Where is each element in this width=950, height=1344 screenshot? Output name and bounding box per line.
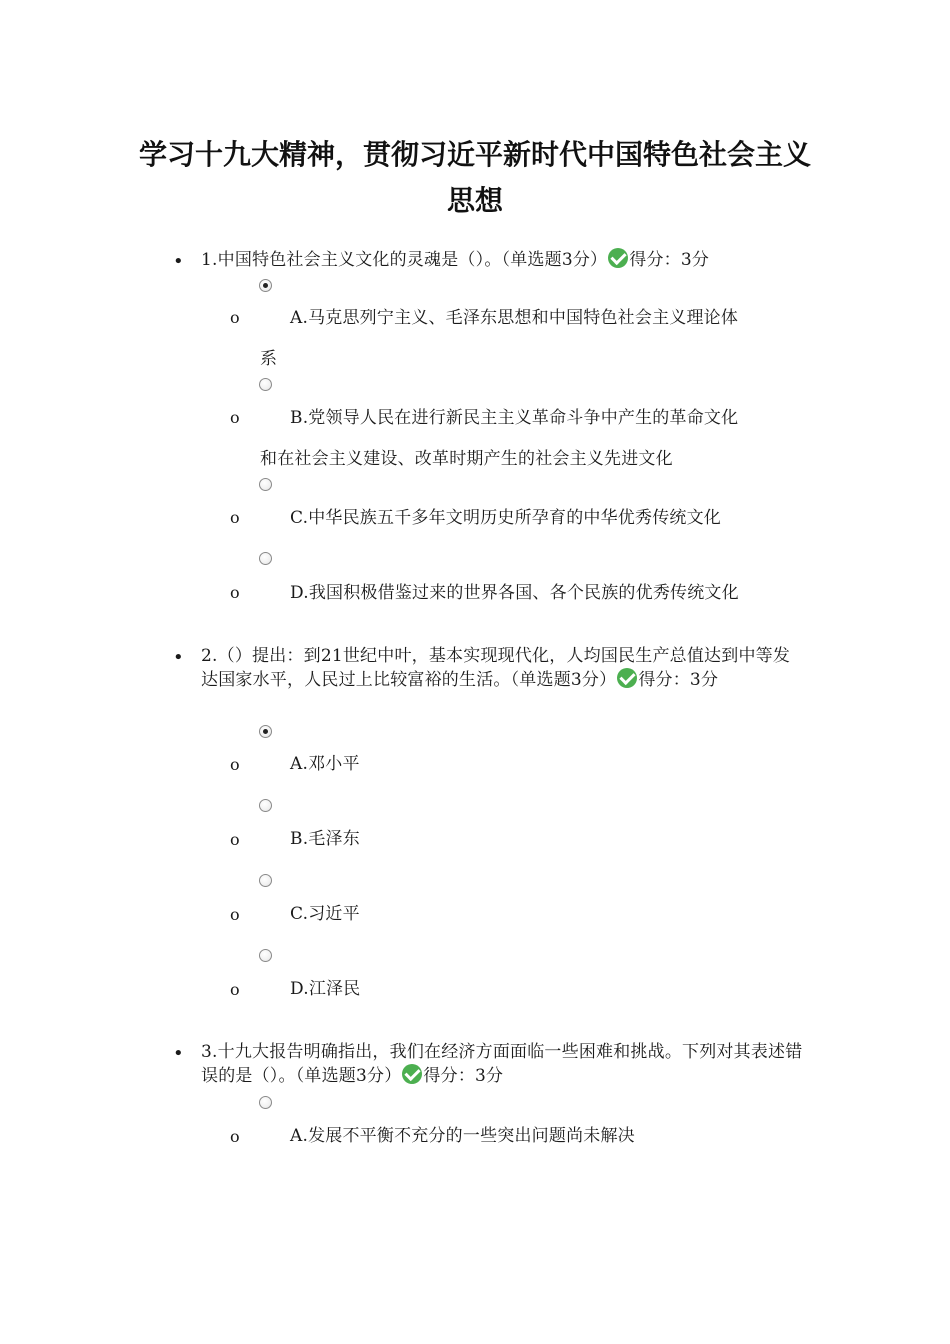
- question-score: 得分：3分: [638, 670, 719, 690]
- question-bullet: •: [173, 251, 184, 272]
- option-label-1b: B.党领导人民在进行新民主主义革命斗争中产生的革命文化: [290, 408, 739, 428]
- option-label-2d: D.江泽民: [290, 979, 361, 999]
- question-3: [201, 1040, 806, 1088]
- option-radio-2c[interactable]: [259, 874, 272, 887]
- option-radio-1b[interactable]: [259, 378, 272, 391]
- option-radio-1a[interactable]: [259, 279, 272, 292]
- question-score: 得分：3分: [629, 250, 710, 270]
- option-radio-2d[interactable]: [259, 949, 272, 962]
- option-bullet: o: [230, 308, 240, 327]
- question-1: [201, 248, 806, 272]
- question-text: 1.中国特色社会主义文化的灵魂是（）。（单选题3分）: [201, 250, 608, 270]
- option-bullet: o: [230, 1127, 240, 1146]
- option-bullet: o: [230, 980, 240, 999]
- question-text: 2.（）提出：到21世纪中叶，基本实现现代化，人均国民生产总值达到中等发达国家水平，人民过上比较富裕的生活。（单选题3分）: [201, 646, 791, 690]
- check-circle-icon: [617, 668, 637, 688]
- check-circle-icon: [608, 248, 628, 268]
- option-bullet: o: [230, 583, 240, 602]
- option-label-2c: C.习近平: [290, 904, 360, 924]
- option-label-1b-cont: 和在社会主义建设、改革时期产生的社会主义先进文化: [260, 449, 673, 469]
- option-bullet: o: [230, 408, 240, 427]
- option-label-3a: A.发展不平衡不充分的一些突出问题尚未解决: [290, 1126, 635, 1146]
- option-label-1a-cont: 系: [260, 349, 278, 369]
- option-bullet: o: [230, 905, 240, 924]
- option-bullet: o: [230, 508, 240, 527]
- option-bullet: o: [230, 755, 240, 774]
- option-radio-2a[interactable]: [259, 725, 272, 738]
- question-text: 3.十九大报告明确指出，我们在经济方面面临一些困难和挑战。下列对其表述错误的是（）。（单选题3分）: [201, 1042, 803, 1086]
- question-2: [201, 644, 806, 692]
- option-label-2a: A.邓小平: [290, 754, 360, 774]
- option-label-1c: C.中华民族五千多年文明历史所孕育的中华优秀传统文化: [290, 508, 722, 528]
- page-title: 学习十九大精神，贯彻习近平新时代中国特色社会主义思想: [138, 138, 811, 217]
- option-radio-1d[interactable]: [259, 552, 272, 565]
- option-bullet: o: [230, 830, 240, 849]
- option-radio-3a[interactable]: [259, 1096, 272, 1109]
- question-bullet: •: [173, 1043, 184, 1064]
- question-bullet: •: [173, 647, 184, 668]
- question-score: 得分：3分: [423, 1066, 504, 1086]
- option-label-1a: A.马克思列宁主义、毛泽东思想和中国特色社会主义理论体: [290, 308, 739, 328]
- option-label-2b: B.毛泽东: [290, 829, 360, 849]
- check-circle-icon: [402, 1064, 422, 1084]
- option-radio-2b[interactable]: [259, 799, 272, 812]
- option-radio-1c[interactable]: [259, 478, 272, 491]
- option-label-1d: D.我国积极借鉴过来的世界各国、各个民族的优秀传统文化: [290, 583, 739, 603]
